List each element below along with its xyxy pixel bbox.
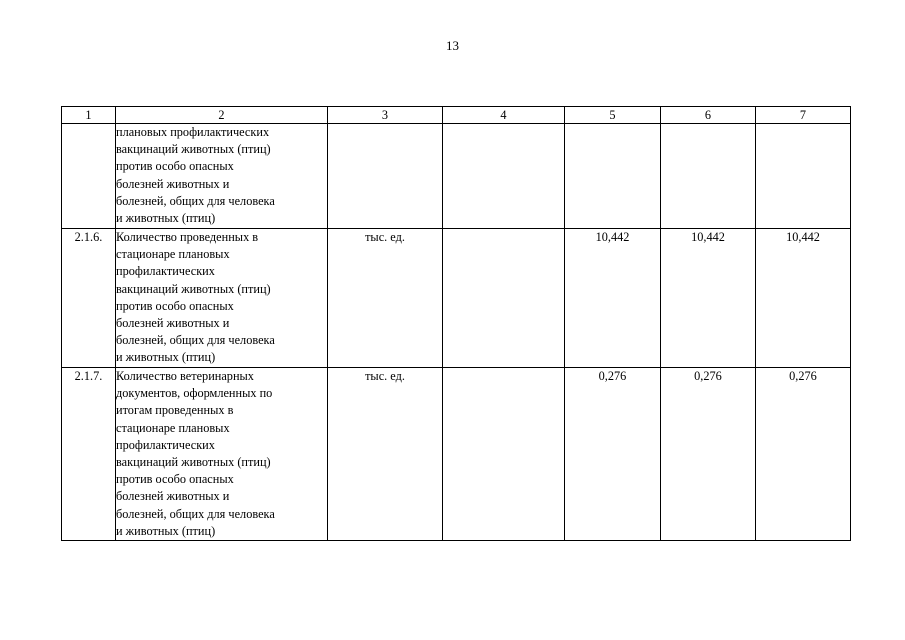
row-number-cell — [62, 124, 116, 229]
value-cell-col5 — [565, 124, 661, 229]
data-table — [61, 106, 851, 541]
unit-cell: тыс. ед. — [328, 368, 443, 541]
column-header: 6 — [661, 107, 756, 124]
value-cell-col5: 0,276 — [565, 368, 661, 541]
value-cell-col6: 0,276 — [661, 368, 756, 541]
column-header: 2 — [116, 107, 328, 124]
table-row — [62, 368, 851, 541]
value-cell-col4 — [443, 124, 565, 229]
value-cell-col7 — [756, 124, 851, 229]
value-cell-col5: 10,442 — [565, 229, 661, 368]
value-cell-col7: 10,442 — [756, 229, 851, 368]
value-cell-col6 — [661, 124, 756, 229]
column-header: 3 — [328, 107, 443, 124]
column-header: 4 — [443, 107, 565, 124]
table-row — [62, 229, 851, 368]
column-header: 7 — [756, 107, 851, 124]
row-number-cell: 2.1.7. — [62, 368, 116, 541]
row-number-cell: 2.1.6. — [62, 229, 116, 368]
value-cell-col7: 0,276 — [756, 368, 851, 541]
column-header: 1 — [62, 107, 116, 124]
value-cell-col4 — [443, 368, 565, 541]
indicator-name-cell: Количество ветеринарных документов, оформленных по итогам проведенных в стационаре плановых профилактических вакцинаций животных (птиц) против особо опасных болезней животных и болезней, общих для человека и животных (птиц) — [116, 368, 328, 541]
value-cell-col6: 10,442 — [661, 229, 756, 368]
indicator-name-cell: плановых профилактических вакцинаций животных (птиц) против особо опасных болезней животных и болезней, общих для человека и животных (птиц) — [116, 124, 328, 229]
table-row — [62, 124, 851, 229]
table-header-row — [62, 107, 851, 124]
indicator-name-cell: Количество проведенных в стационаре плановых профилактических вакцинаций животных (птиц) против особо опасных болезней животных и болезней, общих для человека и животных (птиц) — [116, 229, 328, 368]
value-cell-col4 — [443, 229, 565, 368]
unit-cell: тыс. ед. — [328, 229, 443, 368]
page-number: 13 — [446, 38, 459, 53]
column-header: 5 — [565, 107, 661, 124]
unit-cell — [328, 124, 443, 229]
